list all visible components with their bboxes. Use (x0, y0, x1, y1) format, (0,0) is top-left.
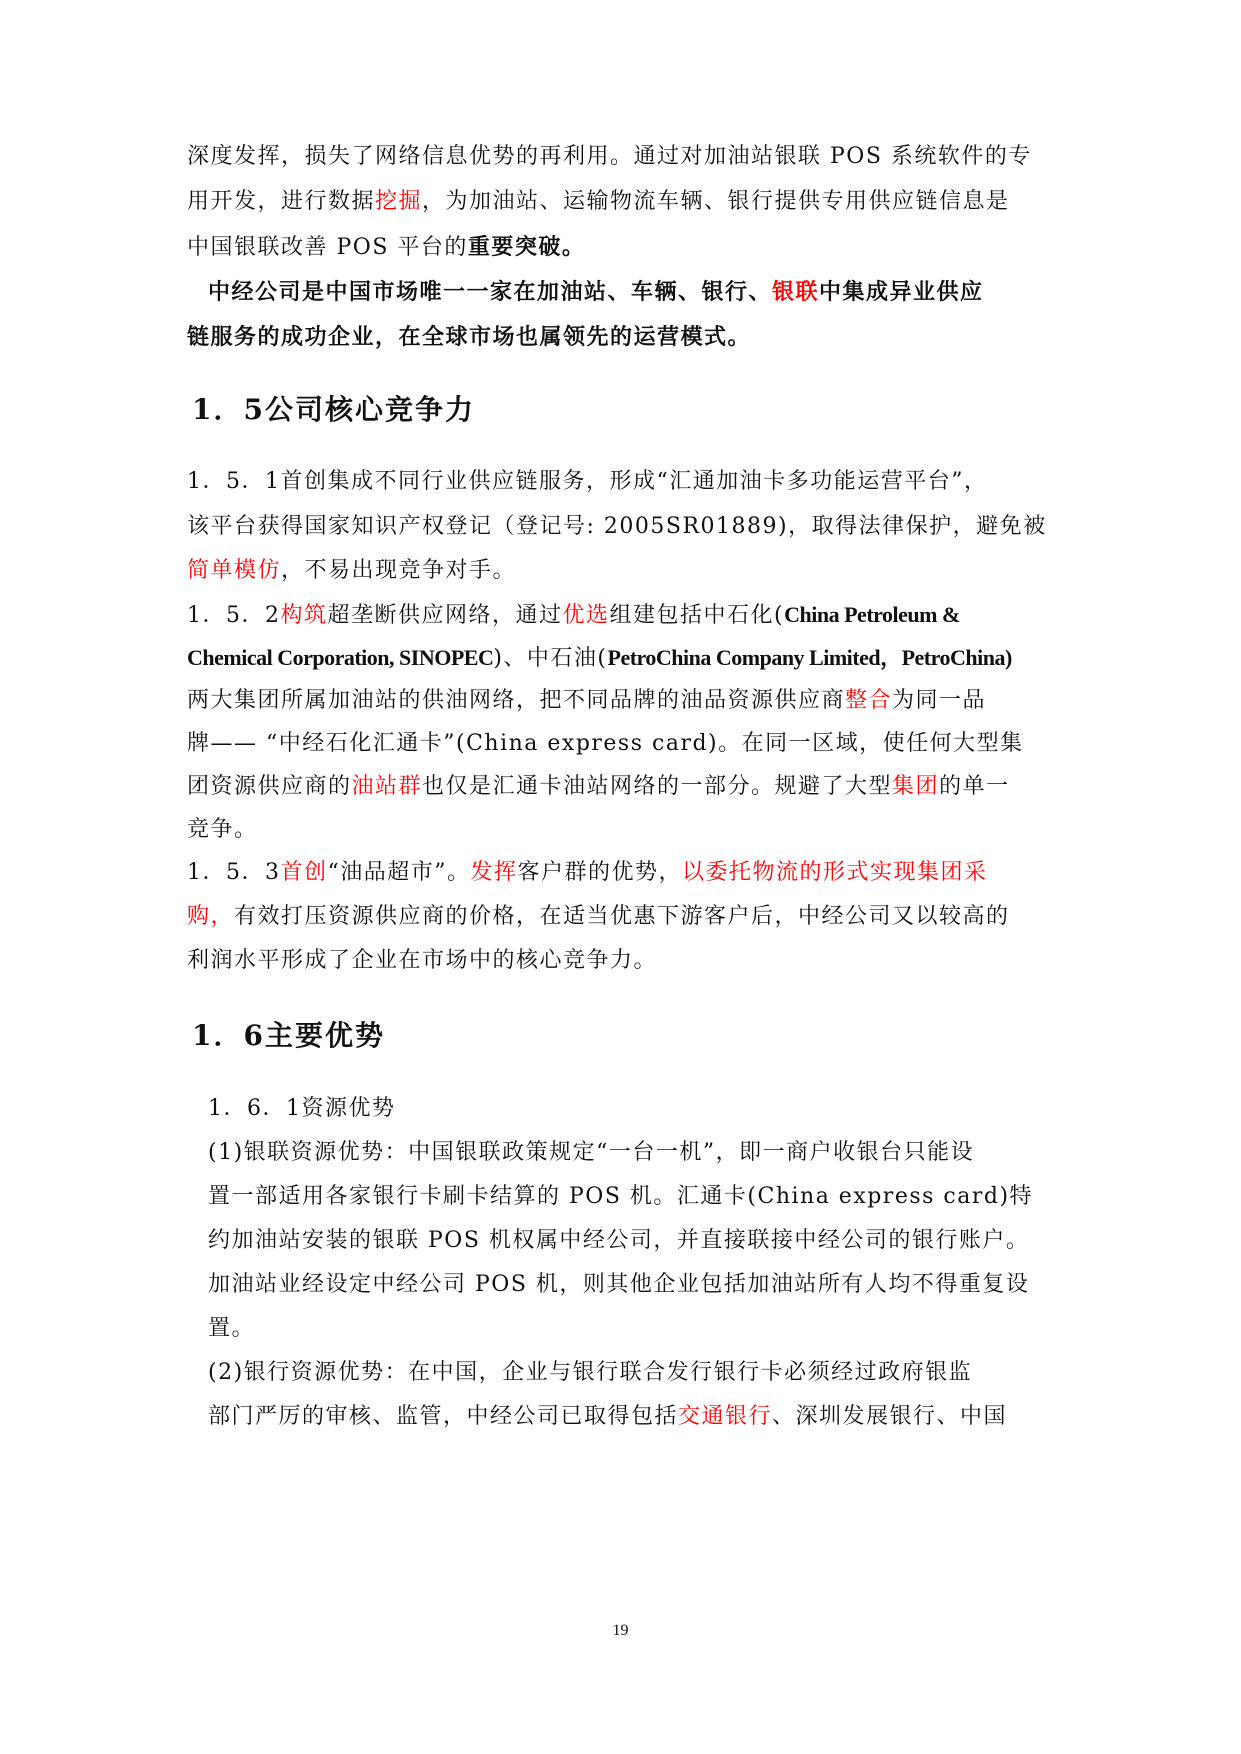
text: )、中石油( (493, 646, 608, 671)
text: 利润水平形成了企业在市场中的核心竞争力。 (187, 948, 658, 973)
text: 1．5．3 (187, 860, 281, 885)
text: (1)银联资源优势：中国银联政策规定“一台一机”，即一商户收银台只能设 (208, 1140, 975, 1165)
english-text: PetroChina Company Limited，PetroChina) (607, 645, 1012, 670)
text: ，不易出现竞争对手。 (281, 558, 517, 583)
paragraph-line (187, 232, 1063, 263)
highlight-text: 挖掘 (375, 189, 423, 214)
paragraph-line (187, 512, 1063, 542)
text: 竞争。 (187, 817, 258, 842)
text: 也仅是汇通卡油站网络的一部分。规避了大型 (422, 774, 893, 799)
text: 置。 (208, 1316, 256, 1341)
text: 部门严厉的审核、监管，中经公司已取得包括 (208, 1404, 679, 1429)
bold-text: 重要突破。 (467, 234, 586, 260)
paragraph-line (187, 729, 1063, 759)
paragraph-line (208, 1138, 1084, 1168)
highlight-text: 购， (187, 904, 235, 929)
highlight-text: 银联 (772, 279, 820, 305)
text: 约加油站安装的银联 POS 机权属中经公司，并直接联接中经公司的银行账户。 (208, 1228, 1030, 1253)
paragraph-line (187, 772, 1063, 802)
text: 客户群的优势， (517, 860, 683, 885)
text: 超垄断供应网络，通过 (327, 603, 563, 628)
paragraph-line (187, 600, 1063, 631)
paragraph-line (187, 686, 1063, 716)
paragraph-line (187, 467, 1063, 497)
paragraph-line (187, 187, 1063, 217)
text: “油品超市”。 (327, 860, 471, 885)
text: ，为加油站、运输物流车辆、银行提供专用供应链信息是 (422, 189, 1010, 214)
text: 1．5．2 (187, 603, 281, 628)
highlight-text: 整合 (845, 688, 893, 713)
text: 置一部适用各家银行卡刷卡结算的 POS 机。汇通卡(China express card)特 (208, 1184, 1034, 1209)
section-heading: 1．5公司核心竞争力 (192, 393, 475, 426)
paragraph-line (187, 142, 1063, 172)
paragraph-line (187, 322, 1063, 352)
paragraph-line (187, 556, 1063, 586)
paragraph-line (187, 643, 1063, 674)
text: 中集成异业供应 (819, 279, 984, 305)
highlight-text: 集团 (892, 774, 940, 799)
highlight-text: 简单模仿 (187, 558, 282, 583)
text: 链服务的成功企业，在全球市场也属领先的运营模式。 (187, 324, 752, 350)
text: 中经公司是中国市场唯一一家在加油站、车辆、银行、 (208, 279, 773, 305)
text: 用开发，进行数据 (187, 189, 376, 214)
text: 组建包括中石化( (609, 603, 785, 628)
english-text: China Petroleum & (784, 602, 960, 627)
text: 深度发挥，损失了网络信息优势的再利用。通过对加油站银联 POS 系统软件的专 (187, 144, 1032, 169)
text: 加油站业经设定中经公司 POS 机，则其他企业包括加油站所有人均不得重复设 (208, 1272, 1030, 1297)
highlight-text: 交通银行 (678, 1404, 773, 1429)
paragraph-line (187, 815, 1063, 845)
text: (2)银行资源优势：在中国，企业与银行联合发行银行卡必须经过政府银监 (208, 1360, 973, 1385)
highlight-text: 以委托物流的形式实现集团采 (682, 860, 988, 885)
paragraph-line (187, 946, 1063, 976)
highlight-text: 构筑 (280, 603, 328, 628)
subsection-title (208, 1094, 1084, 1124)
paragraph-line (208, 277, 1084, 307)
paragraph-line (208, 1358, 1084, 1388)
text: 1．6．1资源优势 (208, 1096, 396, 1121)
highlight-text: 优选 (562, 603, 610, 628)
paragraph-line (208, 1402, 1084, 1432)
text: 1．5．1首创集成不同行业供应链服务，形成“汇通加油卡多功能运营平台”， (187, 469, 988, 494)
page-number: 19 (612, 1622, 629, 1639)
text: 牌—— “中经石化汇通卡”(China express card)。在同一区域，使任何大型集 (187, 731, 1024, 756)
text: 、深圳发展银行、中国 (772, 1404, 1008, 1429)
paragraph-line (187, 902, 1063, 932)
paragraph-line (208, 1226, 1084, 1256)
paragraph-line (208, 1314, 1084, 1344)
paragraph-line (208, 1182, 1084, 1212)
text: 的单一 (939, 774, 1010, 799)
section-heading: 1．6主要优势 (192, 1019, 385, 1052)
highlight-text: 发挥 (470, 860, 518, 885)
highlight-text: 首创 (280, 860, 328, 885)
text: 有效打压资源供应商的价格，在适当优惠下游客户后，中经公司又以较高的 (234, 904, 1010, 929)
text: 该平台获得国家知识产权登记（登记号: 2005SR01889)，取得法律保护，避免被 (187, 514, 1047, 539)
highlight-text: 油站群 (351, 774, 423, 799)
text: 两大集团所属加油站的供油网络，把不同品牌的油品资源供应商 (187, 688, 846, 713)
paragraph-line (208, 1270, 1084, 1300)
english-text: Chemical Corporation, SINOPEC (187, 645, 494, 670)
text: 为同一品 (892, 688, 987, 713)
text: 中国银联改善 POS 平台的 (187, 235, 468, 260)
text: 团资源供应商的 (187, 774, 352, 799)
paragraph-line (187, 858, 1063, 888)
